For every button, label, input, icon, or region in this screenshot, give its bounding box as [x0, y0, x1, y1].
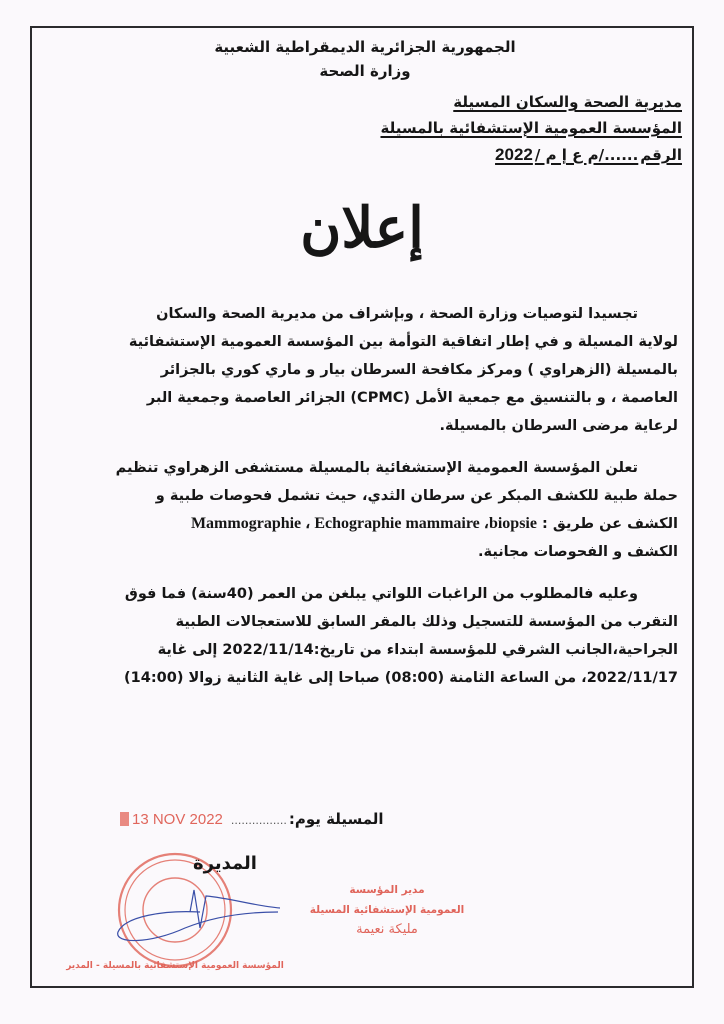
round-seal-text: المؤسسة العمومية الإستشفائية بالمسيلة - المدير	[66, 961, 284, 971]
paragraph-line: التقرب من المؤسسة للتسجيل وذلك بالمقر السابق للاستعجالات الطبية	[175, 614, 678, 630]
paragraph-line	[46, 510, 678, 538]
date-stamp-text: 13 NOV 2022	[132, 811, 223, 828]
paragraph-line: تعلن المؤسسة العمومية الإستشفائية بالمسيلة مستشفى الزهراوي تنظيم	[115, 460, 638, 476]
place-date-row	[120, 810, 384, 828]
pen-signature	[118, 890, 280, 941]
paragraph-campaign	[46, 454, 678, 566]
institution-header	[342, 90, 682, 168]
place-label: المسيلة يوم:	[288, 810, 384, 828]
reference-number	[342, 142, 682, 168]
country-name: الجمهورية الجزائرية الديمقراطية الشعبية	[214, 38, 516, 56]
institution-name: المؤسسة العمومية الإستشفائية بالمسيلة	[380, 119, 682, 137]
paragraph-line: 2022/11/17، من الساعة الثامنة (08:00) صباحا إلى غاية الثانية زوالا (14:00)	[124, 670, 678, 686]
stamp-mark	[120, 812, 129, 826]
document-title: إعلان	[300, 195, 424, 261]
paragraph-line: وعليه فالمطلوب من الراغبات اللواتي يبلغن من العمر (40سنة) فما فوق	[124, 586, 638, 602]
place-date	[231, 810, 384, 828]
paragraph-line: لرعاية مرضى السرطان بالمسيلة.	[439, 418, 678, 434]
footer	[40, 800, 684, 980]
paragraph-registration	[46, 580, 678, 692]
exam-intro: الكشف عن طريق :	[542, 516, 678, 532]
paragraph-line: لولاية المسيلة و في إطار اتفاقية التوأمة بين المؤسسة العمومية الإستشفائية	[128, 334, 678, 350]
directorate-name: مديرية الصحة والسكان المسيلة	[453, 93, 682, 111]
director-stamp	[302, 880, 472, 940]
announcement-body	[46, 300, 678, 706]
reference-label: الرقم	[640, 146, 682, 164]
paragraph-intro	[46, 300, 678, 440]
stamp-name: مليكة نعيمة	[356, 922, 418, 937]
signatory-title: المديرة	[193, 853, 257, 874]
stamp-line-1: مدير المؤسسة	[349, 884, 425, 896]
paragraph-line: حملة طبية للكشف المبكر عن سرطان الثدي، حيث تشمل فحوصات طبية و	[155, 488, 678, 504]
date-dots: ................	[230, 814, 287, 827]
exam-types: Mammographie ، Echographie mammaire ،biopsie	[190, 515, 537, 532]
paragraph-line: بالمسيلة (الزهراوي ) ومركز مكافحة السرطان بيار و ماري كوري بالجزائر	[160, 362, 678, 378]
paragraph-line: تجسيدا لتوصيات وزارة الصحة ، وبإشراف من مديرية الصحة والسكان	[156, 306, 638, 322]
reference-year: 2022	[495, 145, 533, 164]
date-stamp	[120, 811, 223, 828]
reference-code: ....../م ع إ م /	[534, 146, 639, 164]
stamp-line-2: العمومية الإستشفائية المسيلة	[309, 904, 465, 916]
paragraph-line: الجراحية،الجانب الشرقي للمؤسسة ابتداء من تاريخ:2022/11/14 إلى غاية	[157, 642, 678, 658]
paragraph-line: العاصمة ، و بالتنسيق مع جمعية الأمل (CPMC) الجزائر العاصمة وجمعية البر	[146, 390, 678, 406]
seal-inner-ring	[143, 878, 207, 942]
paragraph-line: الكشف و الفحوصات مجانية.	[478, 544, 678, 560]
ministry-name: وزارة الصحة	[319, 62, 411, 80]
